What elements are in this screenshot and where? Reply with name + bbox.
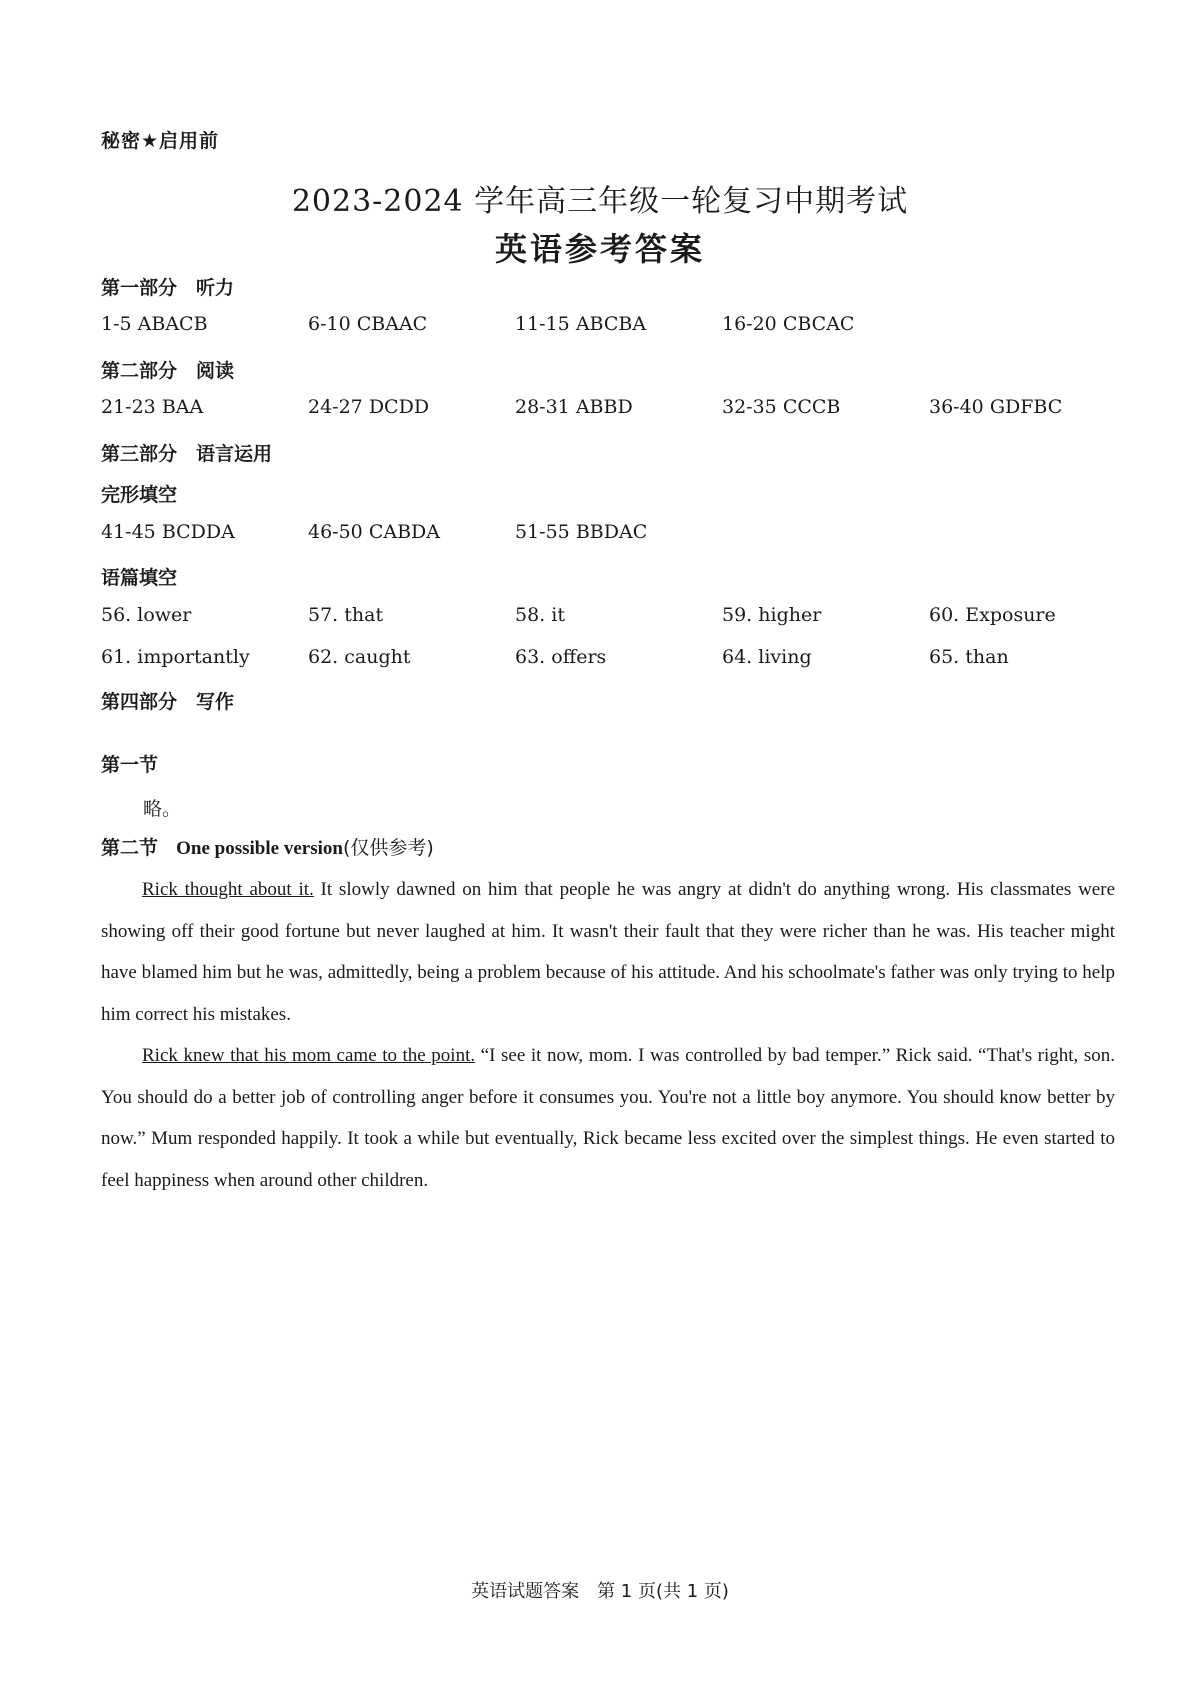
part4-heading: 第四部分 写作 xyxy=(101,691,235,713)
answer-item: 28-31 ABBD xyxy=(515,396,633,418)
answer-item: 57. that xyxy=(308,604,384,626)
answer-item: 58. it xyxy=(515,604,565,626)
section2-title: One possible version xyxy=(176,838,343,859)
answer-item: 36-40 GDFBC xyxy=(929,396,1063,418)
answer-row xyxy=(101,646,1121,672)
answer-item: 63. offers xyxy=(515,646,607,668)
paragraph-start-sentence: Rick knew that his mom came to the point. xyxy=(142,1045,476,1066)
section2-heading xyxy=(101,833,434,860)
answer-item: 41-45 BCDDA xyxy=(101,521,235,543)
answer-item: 60. Exposure xyxy=(929,604,1056,626)
answer-item: 6-10 CBAAC xyxy=(308,313,428,335)
grammar-fill-heading: 语篇填空 xyxy=(101,567,178,589)
answer-item: 56. lower xyxy=(101,604,192,626)
paragraph-start-sentence: Rick thought about it. xyxy=(142,879,314,900)
exam-title: 2023-2024 学年高三年级一轮复习中期考试 xyxy=(291,184,909,219)
answer-item: 64. living xyxy=(722,646,812,668)
answer-item: 24-27 DCDD xyxy=(308,396,430,418)
answer-row xyxy=(101,396,1121,422)
essay-paragraph-1 xyxy=(101,869,1115,1035)
answer-item: 11-15 ABCBA xyxy=(515,313,647,335)
essay-paragraph-2 xyxy=(101,1035,1115,1201)
answer-item: 32-35 CCCB xyxy=(722,396,841,418)
confidential-label: 秘密★启用前 xyxy=(101,130,220,152)
answer-row xyxy=(101,604,1121,630)
answer-item: 59. higher xyxy=(722,604,822,626)
part2-heading: 第二部分 阅读 xyxy=(101,360,235,382)
paragraph-body: “I see it now, mom. I was controlled by bad temper.” Rick said. “That's right, son. You should do a better job of controlling anger before it consumes you. You're not a little boy anymore. You should know better by now.” Mum responded happily. It took a while but eventually, Rick became less excited over the simplest things. He even started to feel happiness when around other children. xyxy=(101,1045,1116,1191)
answer-item: 21-23 BAA xyxy=(101,396,204,418)
answer-item: 62. caught xyxy=(308,646,411,668)
answer-row xyxy=(101,313,1121,339)
answer-item: 16-20 CBCAC xyxy=(722,313,855,335)
answer-item: 1-5 ABACB xyxy=(101,313,208,335)
part3-heading: 第三部分 语言运用 xyxy=(101,443,273,465)
section2-label: 第二节 xyxy=(101,837,159,859)
answer-row xyxy=(101,521,1121,547)
answer-item: 46-50 CABDA xyxy=(308,521,440,543)
part1-heading: 第一部分 听力 xyxy=(101,277,235,299)
document-title: 英语参考答案 xyxy=(494,230,705,268)
section1-heading: 第一节 xyxy=(101,754,159,776)
paragraph-body: It slowly dawned on him that people he was angry at didn't do anything wrong. His classmates were showing off their good fortune but never laughed at him. It wasn't their fault that they were richer than he was. His teacher might have blamed him but he was, admittedly, being a problem because of his attitude. And his schoolmate's father was only trying to help him correct his mistakes. xyxy=(101,879,1115,1025)
page-footer: 英语试题答案 第 1 页(共 1 页) xyxy=(471,1581,729,1602)
answer-item: 65. than xyxy=(929,646,1009,668)
answer-item: 61. importantly xyxy=(101,646,250,668)
section1-omitted: 略。 xyxy=(143,798,182,820)
answer-item: 51-55 BBDAC xyxy=(515,521,648,543)
cloze-heading: 完形填空 xyxy=(101,484,178,506)
section2-note: (仅供参考) xyxy=(342,837,434,859)
